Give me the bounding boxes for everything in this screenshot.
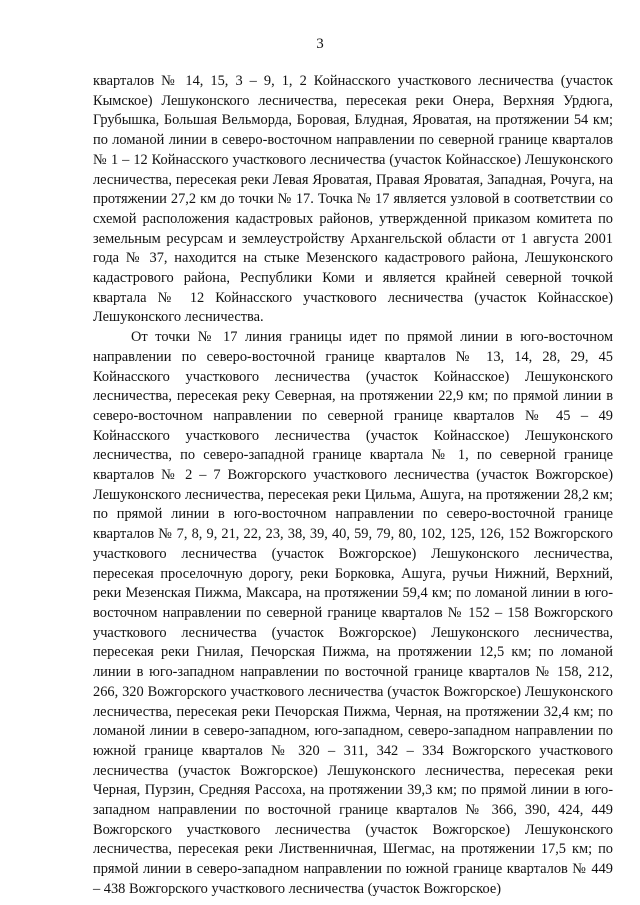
paragraph-point-17: От точки № 17 линия границы идет по прямой линии в юго-восточном направлении по северо-восточной границе кварталов № 13, 14, 28, 29, 45 Койнасского участкового лесничества (участок Койнасское) Лешуконского лесничества, пересекая реку Северная, на протяжении 22,9 км; по прямой линии в северо-восточном направлении по северной границе кварталов № 45 – 49 Койнасского участкового лесничества (участок Койнасское) Лешуконского лесничества, по северо-западной границе квартала № 1, по северной границе кварталов № 2 – 7 Вожгорского участкового лесничества (участок Вожгорское) Лешуконского лесничества, пересекая реки Цильма, Ашуга, на протяжении 28,2 км; по прямой линии в юго-восточном направлении по северо-восточной границе кварталов № 7, 8, 9, 21, 22, 23, 38, 39, 40, 59, 79, 80, 102, 125, 126, 152 Вожгорского участкового лесничества (участок Вожгорское) Лешуконского лесничества, пересекая проселочную дорогу, реки Борковка, Ашуга, ручьи Нижний, Верхний, реки Мезенская Пижма, Максара, на протяжении 59,4 км; по ломаной линии в юго-восточном направлении по северной границе кварталов № 152 – 158 Вожгорского участкового лесничества (участок Вожгорское) Лешуконского лесничества, пересекая реки Гнилая, Печорская Пижма, на протяжении 12,5 км; по ломаной линии в юго-западном направлении по восточной границе кварталов № 158, 212, 266, 320 Вожгорского участкового лесничества (участок Вожгорское) Лешуконского лесничества, пересекая реки Печорская Пижма, Черная, на протяжении 32,4 км; по ломаной линии в северо-западном, юго-западном, северо-западном направлении по южной границе кварталов № 320 – 311, 342 – 334 Вожгорского участкового лесничества (участок Вожгорское) Лешуконского лесничества, пересекая реки Черная, Пурзин, Средняя Рассоха, на протяжении 39,3 км; по прямой линии в юго-западном направлении по восточной границе кварталов № 366, 390, 424, 449 Вожгорского участкового лесничества (участок Вожгорское) Лешуконского лесничества, пересекая реки Лиственничная, Шегмас, на протяжении 17,5 км; по прямой линии в северо-западном направлении по южной границе кварталов № 449 – 438 Вожгорского участкового лесничества (участок Вожгорское)	[93, 329, 613, 897]
page-number: 3	[316, 36, 324, 52]
paragraph-continuation: кварталов № 14, 15, 3 – 9, 1, 2 Койнасского участкового лесничества (участок Кымское) Лешуконского лесничества, пересекая реки Онера, Верхняя Урдюга, Грубышка, Большая Вельморда, Боровая, Блудная, Яроватая, на протяжении 54 км; по ломаной линии в северо-восточном направлении по северной границе кварталов № 1 – 12 Койнасского участкового лесничества (участок Койнасское) Лешуконского лесничества, пересекая реки Левая Яроватая, Правая Яроватая, Западная, Рочуга, на протяжении 27,2 км до точки № 17. Точка № 17 является узловой в соответствии со схемой расположения кадастровых районов, утвержденной приказом комитета по земельным ресурсам и землеустройству Архангельской области от 1 августа 2001 года № 37, находится на стыке Мезенского кадастрового района, Лешуконского кадастрового района, Республики Коми и является крайней северной точкой квартала № 12 Койнасского участкового лесничества (участок Койнасское) Лешуконского лесничества.	[93, 73, 613, 326]
document-body	[93, 72, 613, 900]
